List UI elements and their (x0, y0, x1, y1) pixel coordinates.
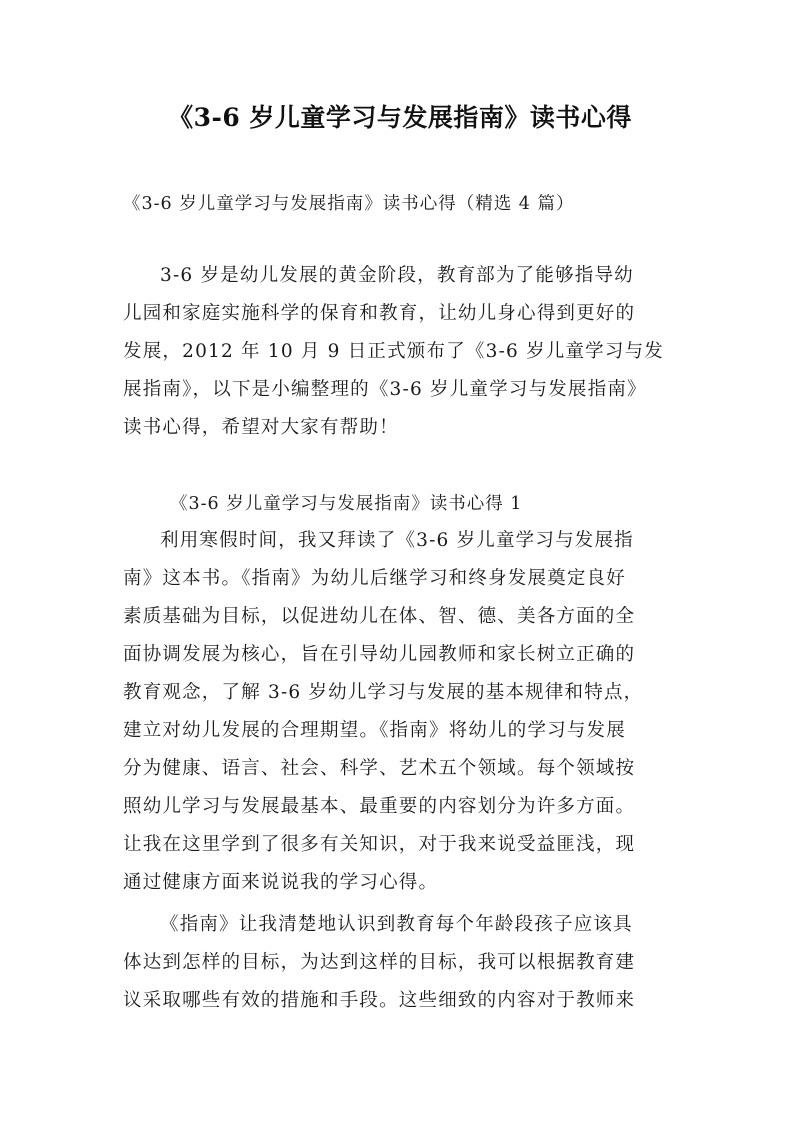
paragraph-line: 通过健康方面来说说我的学习心得。 (123, 872, 439, 893)
paragraph-line: 照幼儿学习与发展最基本、最重要的内容划分为许多方面。 (123, 796, 636, 817)
section-heading: 《3-6 岁儿童学习与发展指南》读书心得 1 (170, 494, 523, 514)
intro-line: 儿园和家庭实施科学的保育和教育，让幼儿身心得到更好的 (123, 303, 636, 324)
paragraph-line: 体达到怎样的目标，为达到这样的目标，我可以根据教育建 (123, 952, 636, 973)
intro-line: 发展，2012 年 10 月 9 日正式颁布了《3-6 岁儿童学习与发 (123, 341, 664, 362)
paragraph-line: 面协调发展为核心，旨在引导幼儿园教师和家长树立正确的 (123, 644, 636, 665)
paragraph-line: 分为健康、语言、社会、科学、艺术五个领域。每个领域按 (123, 758, 636, 779)
intro-line: 展指南》，以下是小编整理的《3-6 岁儿童学习与发展指南》 (123, 379, 647, 400)
paragraph-line: 南》这本书。《指南》为幼儿后继学习和终身发展奠定良好 (123, 568, 626, 589)
paragraph-line: 《指南》让我清楚地认识到教育每个年龄段孩子应该具 (160, 914, 633, 935)
document-subtitle: 《3-6 岁儿童学习与发展指南》读书心得（精选 4 篇） (123, 194, 575, 214)
paragraph-line: 教育观念，了解 3-6 岁幼儿学习与发展的基本规律和特点， (123, 682, 644, 703)
document-title: 《3-6 岁儿童学习与发展指南》读书心得 (168, 103, 632, 132)
paragraph-line: 建立对幼儿发展的合理期望。《指南》将幼儿的学习与发展 (123, 720, 626, 741)
intro-line: 读书心得，希望对大家有帮助！ (123, 417, 399, 438)
intro-paragraph (123, 257, 683, 447)
intro-line: 3-6 岁是幼儿发展的黄金阶段，教育部为了能够指导幼 (160, 265, 634, 286)
paragraph-line: 利用寒假时间，我又拜读了《3-6 岁儿童学习与发展指 (160, 530, 634, 551)
body-paragraph-2 (123, 906, 683, 1020)
body-paragraph-1 (123, 522, 683, 902)
paragraph-line: 素质基础为目标，以促进幼儿在体、智、德、美各方面的全 (123, 606, 636, 627)
paragraph-line: 让我在这里学到了很多有关知识，对于我来说受益匪浅，现 (123, 834, 636, 855)
paragraph-line: 议采取哪些有效的措施和手段。这些细致的内容对于教师来 (123, 990, 636, 1011)
